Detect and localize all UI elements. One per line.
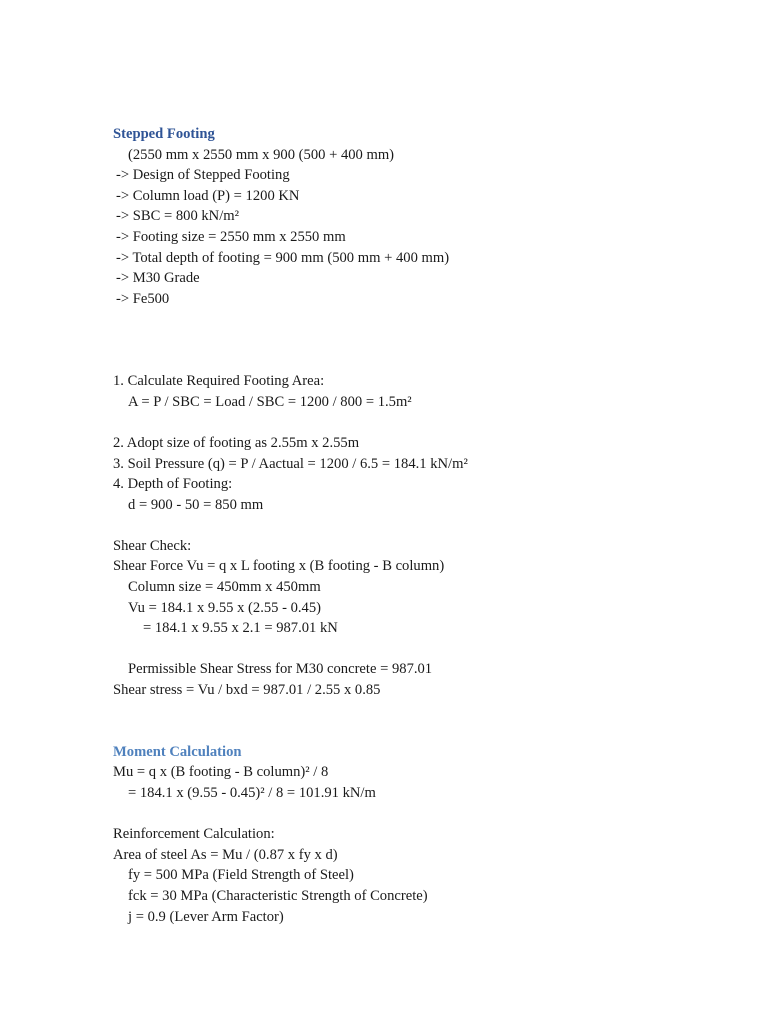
fy-value: fy = 500 MPa (Field Strength of Steel): [128, 867, 354, 884]
spacer: [113, 351, 673, 372]
moment-formula: Mu = q x (B footing - B column)² / 8: [113, 764, 329, 781]
step-1-title: 1. Calculate Required Footing Area:: [113, 373, 325, 390]
shear-check-heading: Shear Check:: [113, 537, 192, 554]
spacer: [113, 330, 673, 351]
step-4-title: 4. Depth of Footing:: [113, 476, 233, 493]
document-body: [113, 124, 673, 927]
spec-item: -> Total depth of footing = 900 mm (500 mm + 400 mm): [116, 249, 450, 266]
spacer: [113, 412, 673, 433]
steel-area-formula: Area of steel As = Mu / (0.87 x fy x d): [113, 846, 338, 863]
step-3-title: 3. Soil Pressure (q) = P / Aactual = 1200 / 6.5 = 184.1 kN/m²: [113, 455, 468, 472]
spec-item: -> Column load (P) = 1200 KN: [116, 187, 300, 204]
spec-item: -> Fe500: [116, 290, 170, 307]
permissible-shear-stress: Permissible Shear Stress for M30 concrete = 987.01: [128, 661, 433, 678]
spacer: [113, 701, 673, 722]
spacer: [113, 309, 673, 330]
step-1-formula: A = P / SBC = Load / SBC = 1200 / 800 = 1.5m²: [128, 393, 412, 410]
vu-calculation: Vu = 184.1 x 9.55 x (2.55 - 0.45): [128, 599, 322, 616]
section-heading-moment: Moment Calculation: [113, 743, 242, 760]
spec-item: -> SBC = 800 kN/m²: [116, 208, 240, 225]
step-2-title: 2. Adopt size of footing as 2.55m x 2.55m: [113, 434, 360, 451]
step-4-formula: d = 900 - 50 = 850 mm: [128, 496, 264, 513]
moment-result: = 184.1 x (9.55 - 0.45)² / 8 = 101.91 kN/m: [128, 785, 376, 801]
section-heading-stepped-footing: Stepped Footing: [113, 126, 215, 142]
spacer: [113, 639, 673, 660]
spacer: [113, 804, 673, 825]
footing-dimensions: (2550 mm x 2550 mm x 900 (500 + 400 mm): [128, 146, 395, 163]
fck-value: fck = 30 MPa (Characteristic Strength of Concrete): [128, 887, 428, 904]
shear-stress: Shear stress = Vu / bxd = 987.01 / 2.55 x 0.85: [113, 682, 381, 699]
spacer: [113, 721, 673, 742]
spec-item: -> Design of Stepped Footing: [116, 167, 290, 184]
spec-item: -> Footing size = 2550 mm x 2550 mm: [116, 228, 346, 245]
spacer: [113, 515, 673, 536]
vu-result: = 184.1 x 9.55 x 2.1 = 987.01 kN: [143, 620, 338, 637]
spec-item: -> M30 Grade: [116, 270, 200, 287]
lever-arm-factor: j = 0.9 (Lever Arm Factor): [128, 908, 284, 925]
shear-force-formula: Shear Force Vu = q x L footing x (B footing - B column): [113, 558, 445, 575]
reinforcement-heading: Reinforcement Calculation:: [113, 826, 275, 843]
column-size: Column size = 450mm x 450mm: [128, 579, 321, 596]
